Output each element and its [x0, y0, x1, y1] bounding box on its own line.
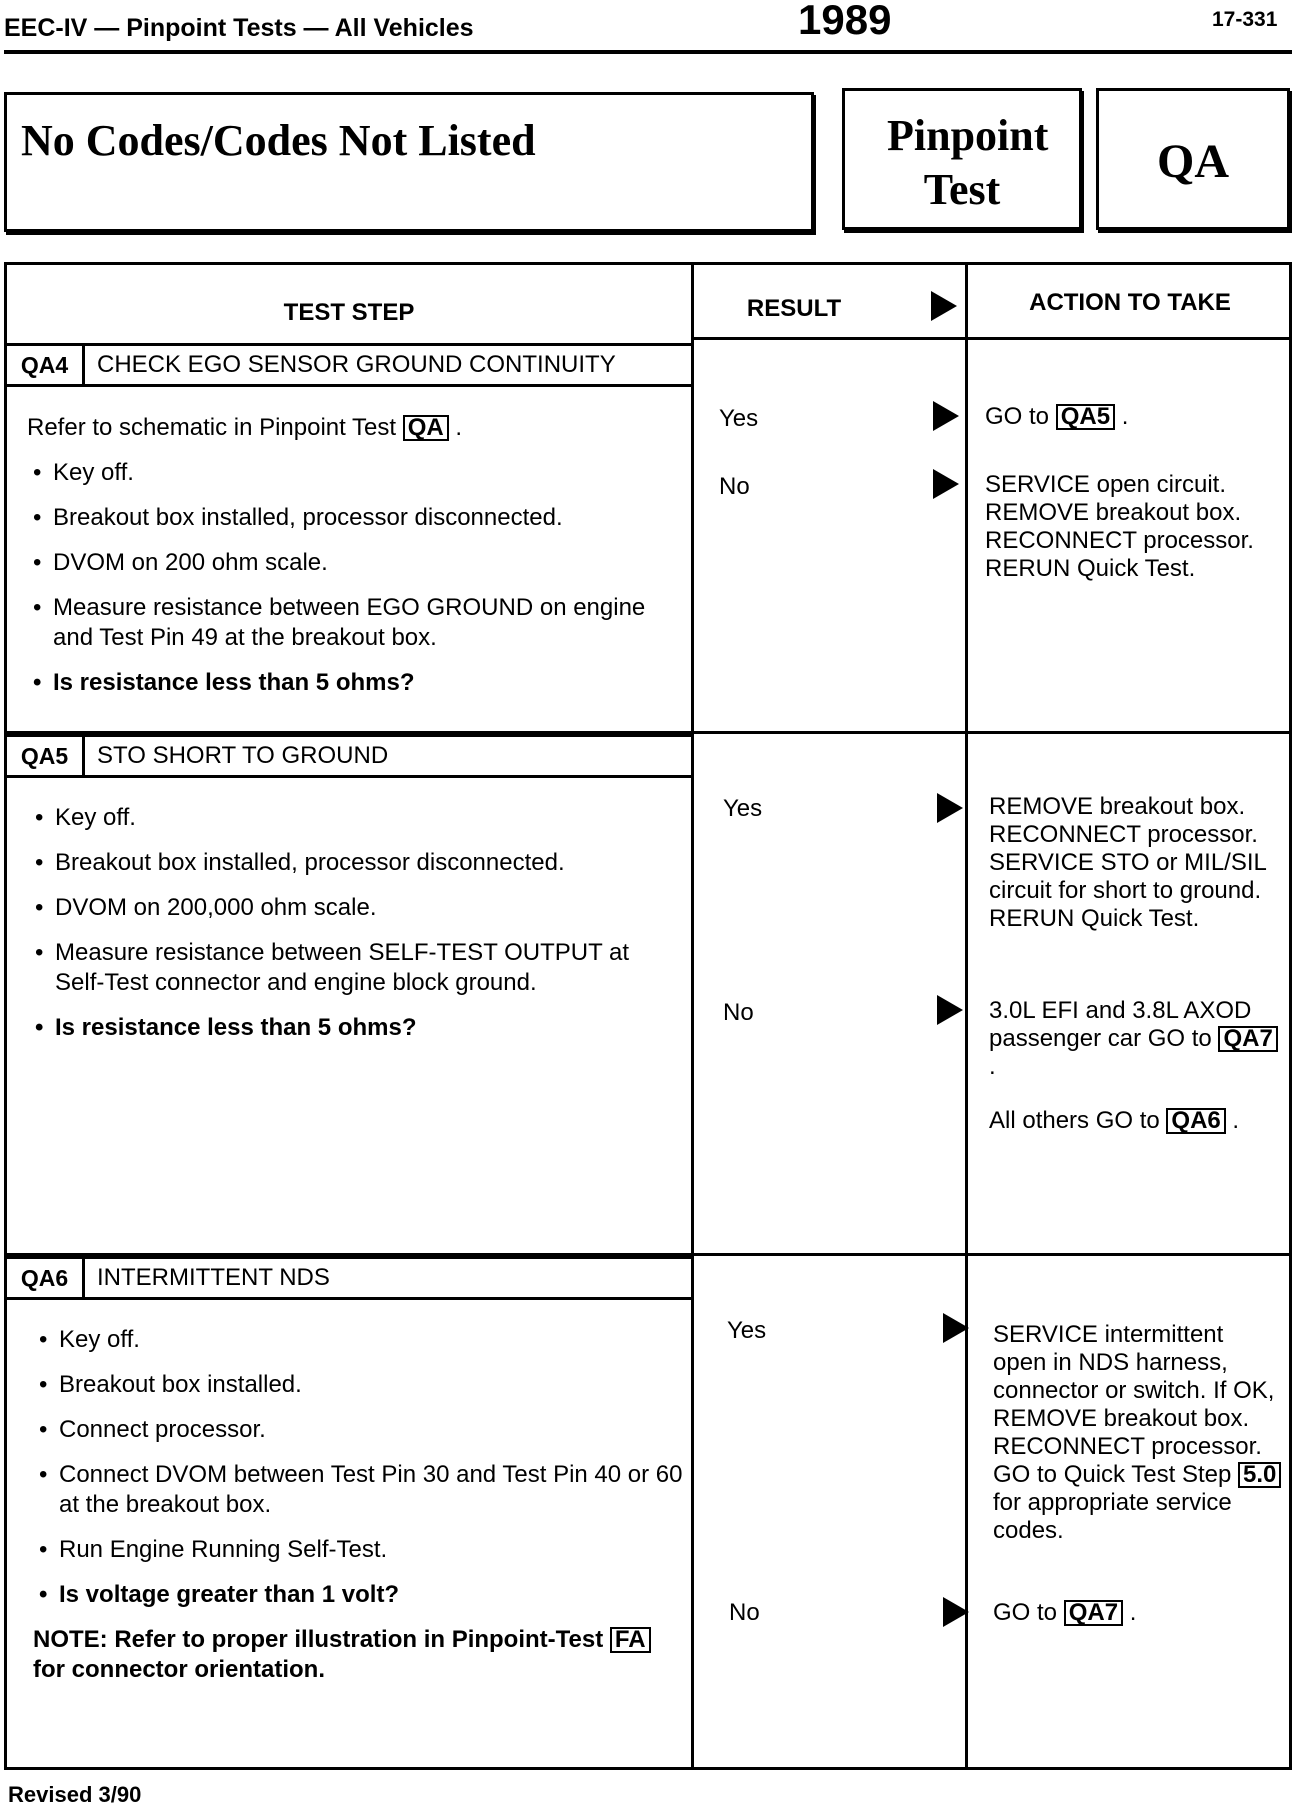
arrow-icon — [933, 469, 959, 499]
result-yes: Yes — [727, 1317, 767, 1344]
ref-qa7[interactable]: QA7 — [1064, 1600, 1123, 1626]
arrow-icon — [933, 401, 959, 431]
ref-qa5[interactable]: QA5 — [1056, 404, 1115, 430]
col-header-result: RESULT — [746, 295, 842, 322]
header-section-title: EEC-IV — Pinpoint Tests — All Vehicles — [4, 14, 474, 42]
page-title: No Codes/Codes Not Listed — [21, 116, 536, 165]
list-item: • Measure resistance between EGO GROUND on engine and Test Pin 49 at the breakout box. — [27, 593, 677, 653]
step-intro: Refer to schematic in Pinpoint Test QA . — [27, 414, 463, 441]
list-item: • DVOM on 200,000 ohm scale. — [29, 893, 679, 923]
list-item: • Connect processor. — [33, 1415, 683, 1445]
header-rule — [4, 50, 1292, 54]
col-header-action: ACTION TO TAKE — [1029, 289, 1231, 316]
step-title: STO SHORT TO GROUND — [97, 742, 389, 769]
step-header-qa6 — [7, 1256, 694, 1300]
list-item: • Key off. — [27, 458, 677, 488]
title-box — [4, 92, 814, 232]
list-item: • Breakout box installed. — [33, 1370, 683, 1400]
pinpoint-test-label — [842, 88, 1082, 230]
action-yes: SERVICE intermittent open in NDS harness, connector or switch. If OK, REMOVE breakout box. RECONNECT processor. GO to Quick Test Step 5.0 for appropriate service codes. — [993, 1321, 1283, 1545]
arrow-icon — [943, 1313, 969, 1343]
result-no: No — [723, 999, 754, 1026]
result-no: No — [719, 473, 750, 500]
step-body-qa5 — [29, 803, 679, 1058]
footer-revision: Revised 3/90 — [8, 1782, 142, 1807]
step-note: NOTE: Refer to proper illustration in Pinpoint-Test FA for connector orientation. — [33, 1625, 683, 1685]
list-item: • Breakout box installed, processor disconnected. — [27, 503, 677, 533]
list-item: • Key off. — [29, 803, 679, 833]
test-table — [4, 262, 1292, 1770]
step-code: QA5 — [7, 737, 85, 775]
col-divider-1 — [691, 265, 694, 1770]
arrow-icon — [937, 793, 963, 823]
action-no: GO to QA7 . — [993, 1599, 1137, 1626]
action-no: 3.0L EFI and 3.8L AXOD passenger car GO to QA7 . All others GO to QA6 . — [989, 997, 1279, 1161]
action-no: SERVICE open circuit. REMOVE breakout box. RECONNECT processor. RERUN Quick Test. — [985, 471, 1254, 582]
result-no: No — [729, 1599, 760, 1626]
list-item: • Measure resistance between SELF-TEST OUTPUT at Self-Test connector and engine block ground. — [29, 938, 679, 998]
header-rule-right — [691, 337, 1292, 340]
col-header-test-step: TEST STEP — [283, 299, 415, 326]
result-yes: Yes — [723, 795, 763, 822]
header-year: 1989 — [798, 0, 892, 43]
action-yes: REMOVE breakout box. RECONNECT processor. SERVICE STO or MIL/SIL circuit for short to ground. RERUN Quick Test. — [989, 793, 1266, 932]
list-item: • DVOM on 200 ohm scale. — [27, 548, 677, 578]
step-body-qa4 — [27, 413, 677, 713]
list-item: • Run Engine Running Self-Test. — [33, 1535, 683, 1565]
result-arrow-icon — [931, 291, 957, 321]
step-question: • Is voltage greater than 1 volt? — [33, 1580, 683, 1610]
test-code-box: QA — [1096, 88, 1290, 230]
ref-step-5-0[interactable]: 5.0 — [1238, 1462, 1281, 1488]
list-item: • Key off. — [33, 1325, 683, 1355]
pinpoint-label-text: Pinpoint Test — [887, 111, 1049, 214]
step-header-qa4 — [7, 343, 694, 387]
ref-qa[interactable]: QA — [403, 415, 449, 441]
step-code: QA4 — [7, 346, 85, 384]
list-item: • Breakout box installed, processor disconnected. — [29, 848, 679, 878]
step-title: INTERMITTENT NDS — [97, 1264, 330, 1291]
col-divider-2 — [965, 265, 968, 1770]
ref-qa6[interactable]: QA6 — [1166, 1108, 1225, 1134]
action-yes: GO to QA5 . — [985, 403, 1129, 430]
step-body-qa6 — [33, 1325, 683, 1700]
step-title: CHECK EGO SENSOR GROUND CONTINUITY — [97, 351, 616, 378]
header-page-number: 17-331 — [1212, 8, 1278, 31]
ref-fa[interactable]: FA — [610, 1627, 651, 1653]
arrow-icon — [937, 995, 963, 1025]
result-yes: Yes — [719, 405, 759, 432]
list-item: • Connect DVOM between Test Pin 30 and Test Pin 40 or 60 at the breakout box. — [33, 1460, 683, 1520]
step-question: • Is resistance less than 5 ohms? — [27, 668, 677, 698]
step-question: • Is resistance less than 5 ohms? — [29, 1013, 679, 1043]
ref-qa7[interactable]: QA7 — [1218, 1026, 1277, 1052]
step-code: QA6 — [7, 1259, 85, 1297]
step-header-qa5 — [7, 734, 694, 778]
arrow-icon — [943, 1597, 969, 1627]
